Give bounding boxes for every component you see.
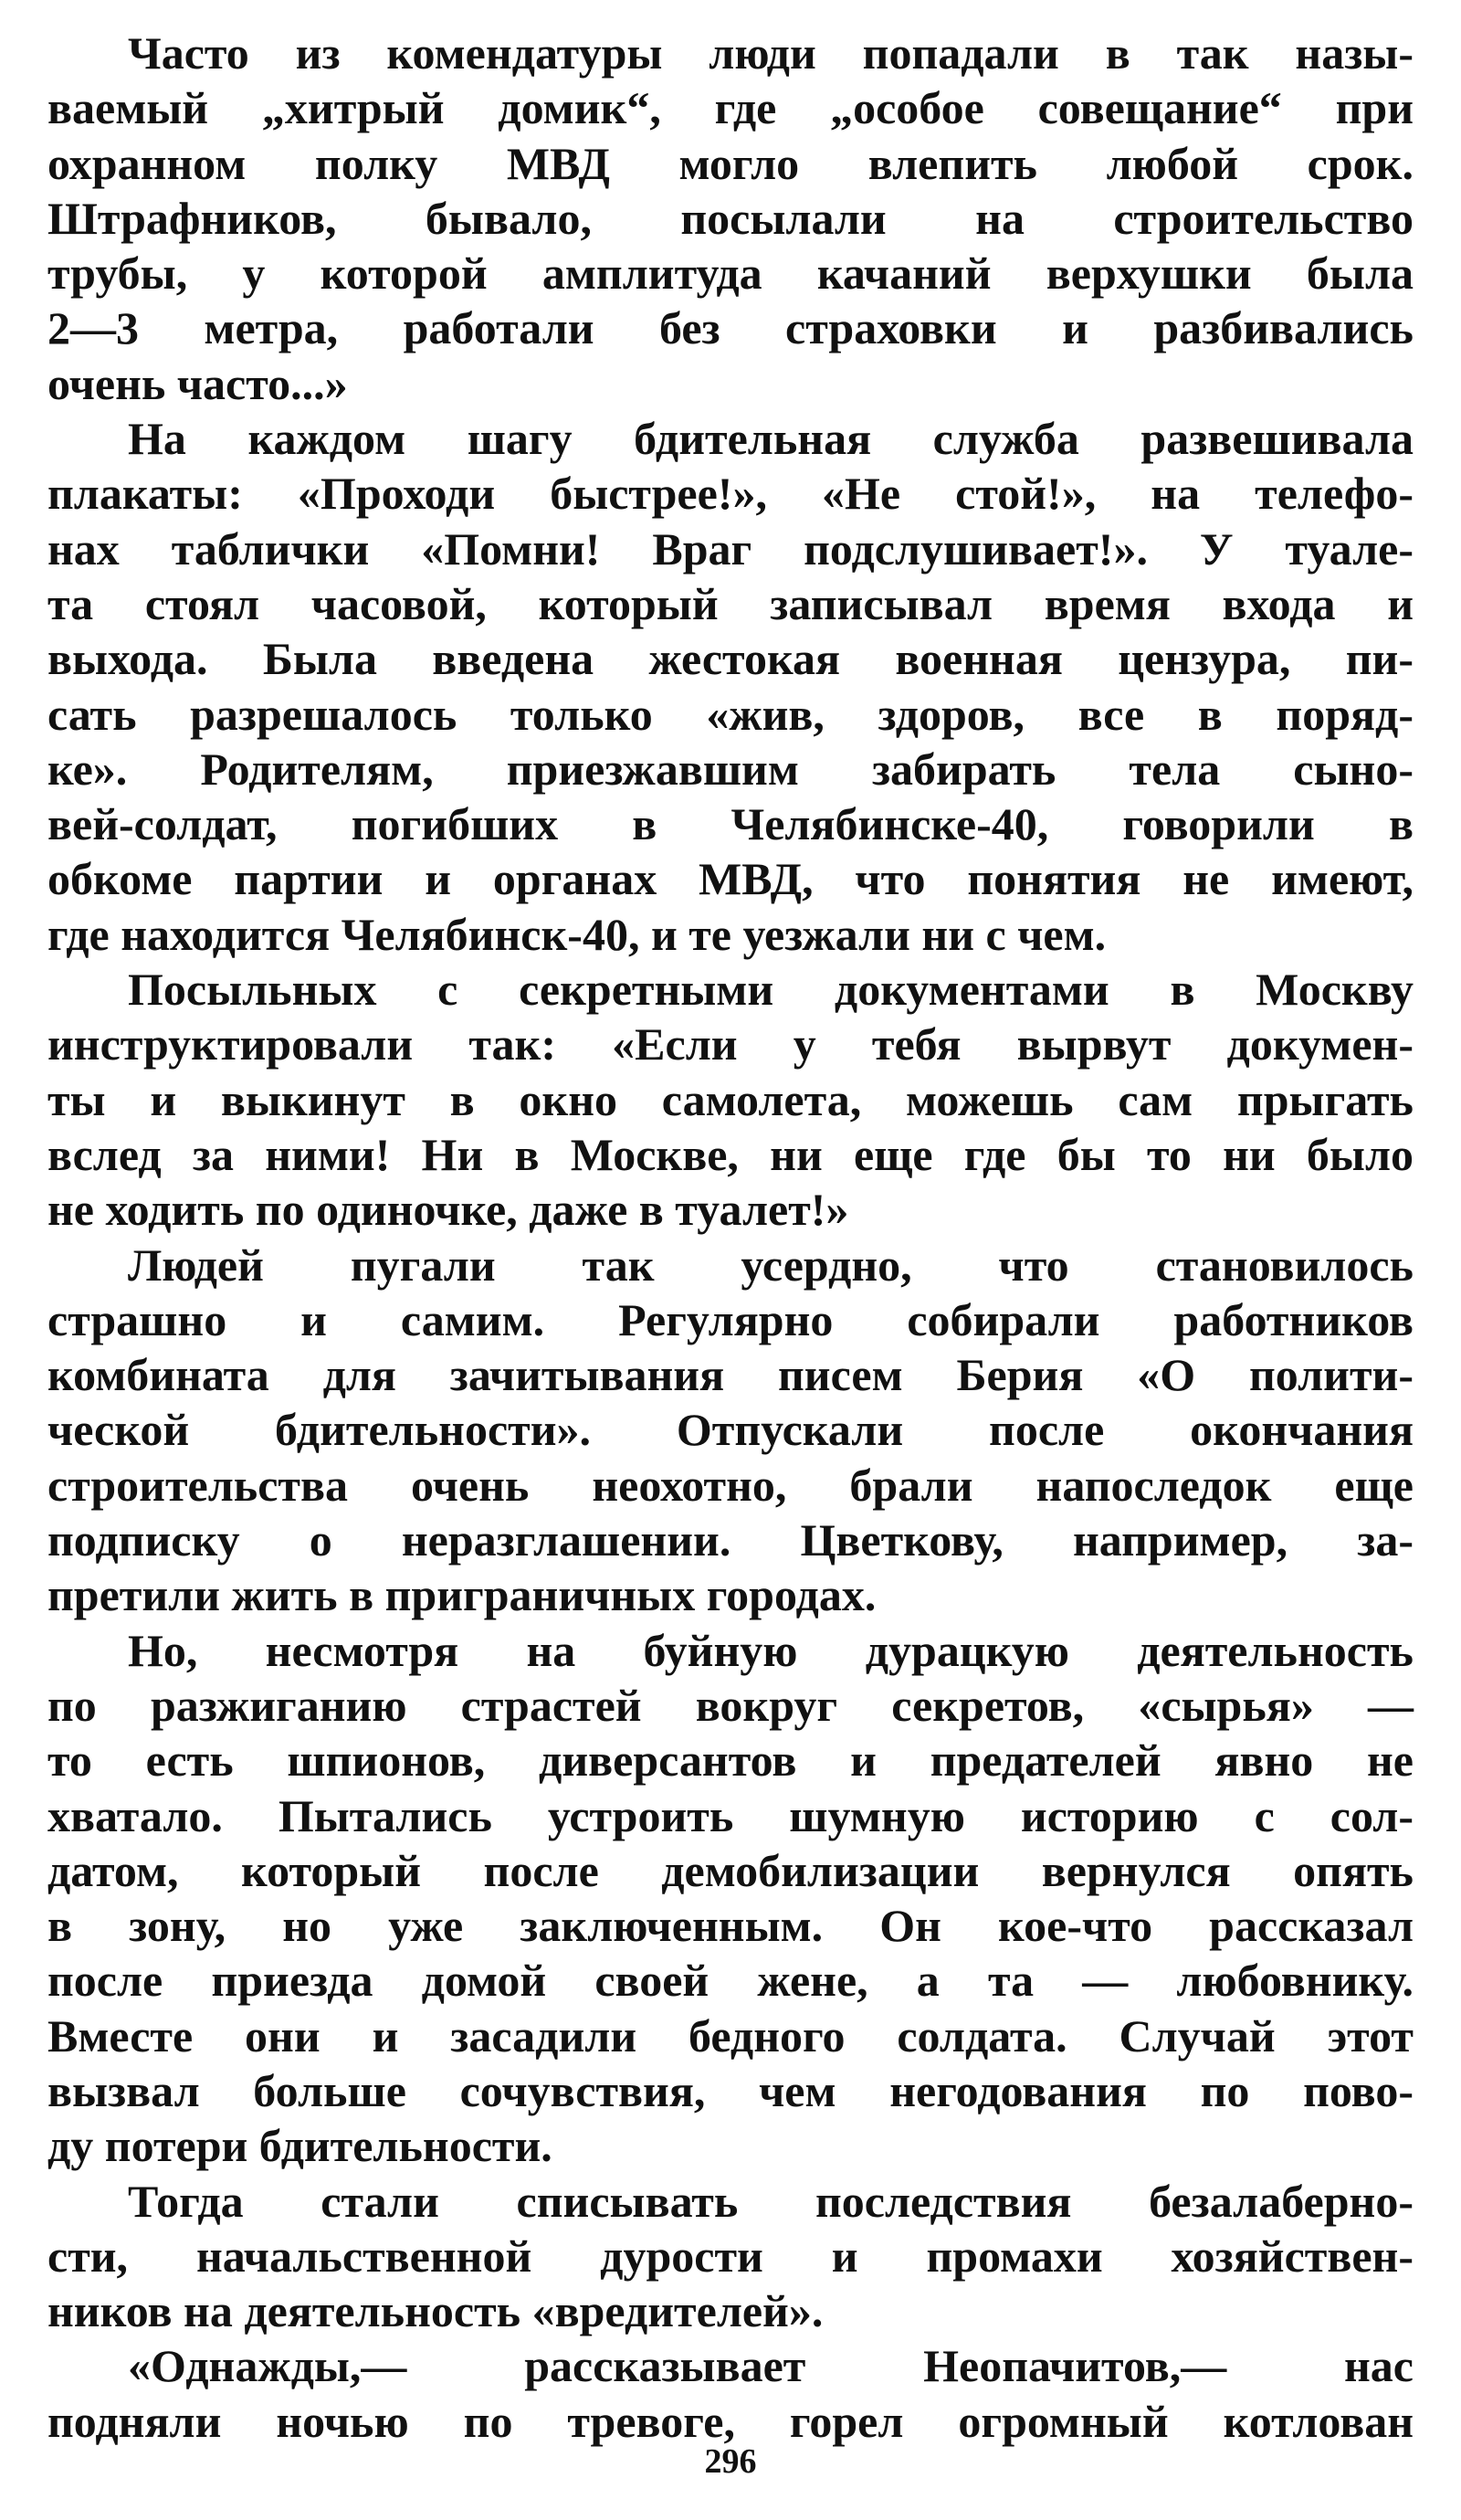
- text-line: подняли ночью по тревоге, горел огромный котлован: [47, 2395, 1414, 2447]
- text-line: страшно и самим. Регулярно собирали работников: [47, 1293, 1414, 1345]
- text-line: вызвал больше сочувствия, чем негодования по пово-: [47, 2064, 1414, 2116]
- text-line: ческой бдительности». Отпускали после окончания: [47, 1404, 1414, 1456]
- text-line: ников на деятельность «вредителей».: [47, 2285, 824, 2337]
- text-line: по разжиганию страстей вокруг секретов, «сырья» —: [47, 1679, 1414, 1731]
- text-line: комбината для зачитывания писем Берия «О полити-: [47, 1349, 1414, 1401]
- text-line: хватало. Пытались устроить шумную историю с сол-: [47, 1789, 1414, 1841]
- text-line: На каждом шагу бдительная служба развешивала: [128, 413, 1414, 465]
- text-line: сти, начальственной дурости и промахи хозяйствен-: [47, 2230, 1414, 2282]
- text-line: нах таблички «Помни! Враг подслушивает!». У туале-: [47, 522, 1414, 575]
- text-line: та стоял часовой, который записывал время входа и: [47, 577, 1414, 629]
- text-line: выхода. Была введена жестокая военная цензура, пи-: [47, 633, 1414, 685]
- text-line: Вместе они и засадили бедного солдата. Случай этот: [47, 2009, 1414, 2061]
- text-line: Людей пугали так усердно, что становилось: [128, 1239, 1414, 1291]
- paragraph: [47, 1238, 1414, 1623]
- text-line: Но, несмотря на буйную дурацкую деятельность: [128, 1624, 1414, 1676]
- paragraph: [47, 26, 1414, 411]
- text-line: претили жить в приграничных городах.: [47, 1569, 877, 1621]
- text-line: трубы, у которой амплитуда качаний верхушки была: [47, 248, 1414, 300]
- text-line: то есть шпионов, диверсантов и предателей явно не: [47, 1734, 1414, 1787]
- text-line: плакаты: «Проходи быстрее!», «Не стой!», на телефо-: [47, 468, 1414, 520]
- text-line: 2—3 метра, работали без страховки и разбивались: [47, 302, 1414, 354]
- text-line: обкоме партии и органах МВД, что понятия не имеют,: [47, 853, 1414, 905]
- paragraph: [47, 2174, 1414, 2339]
- paragraph: [47, 411, 1414, 962]
- text-line: Часто из комендатуры люди попадали в так назы-: [128, 27, 1414, 79]
- text-line: строительства очень неохотно, брали напоследок еще: [47, 1459, 1414, 1511]
- paragraph: [47, 962, 1414, 1237]
- text-line: после приезда домой своей жене, а та — любовнику.: [47, 1955, 1414, 2007]
- text-line: вей-солдат, погибших в Челябинске-40, говорили в: [47, 798, 1414, 850]
- text-line: вслед за ними! Ни в Москве, ни еще где бы то ни было: [47, 1128, 1414, 1180]
- text-line: в зону, но уже заключенным. Он кое-что рассказал: [47, 1900, 1414, 1952]
- text-line: ду потери бдительности.: [47, 2120, 552, 2172]
- text-line: сать разрешалось только «жив, здоров, все в поряд-: [47, 688, 1414, 740]
- text-line: «Однажды,— рассказывает Неопачитов,— нас: [128, 2340, 1414, 2392]
- paragraph: [47, 1623, 1414, 2174]
- text-line: Тогда стали списывать последствия безалаберно-: [128, 2175, 1414, 2227]
- text-line: очень часто...»: [47, 357, 348, 409]
- text-line: ты и выкинут в окно самолета, можешь сам прыгать: [47, 1073, 1414, 1125]
- text-line: Штрафников, бывало, посылали на строительство: [47, 192, 1414, 244]
- text-line: ке». Родителям, приезжавшим забирать тела сыно-: [47, 743, 1414, 795]
- text-line: ваемый „хитрый домик“, где „особое совещание“ при: [47, 82, 1414, 134]
- paragraph: [47, 2338, 1414, 2449]
- text-line: Посыльных с секретными документами в Москву: [128, 964, 1414, 1016]
- text-line: подписку о неразглашении. Цветкову, например, за-: [47, 1514, 1414, 1566]
- text-line: не ходить по одиночке, даже в туалет!»: [47, 1184, 849, 1236]
- text-line: датом, который после демобилизации вернулся опять: [47, 1844, 1414, 1896]
- text-line: где находится Челябинск-40, и те уезжали ни с чем.: [47, 908, 1107, 960]
- text-line: инструктировали так: «Если у тебя вырвут докумен-: [47, 1018, 1414, 1070]
- page-number: 296: [704, 2442, 757, 2481]
- text-line: охранном полку МВД могло влепить любой срок.: [47, 137, 1414, 189]
- body-text: [47, 26, 1414, 2449]
